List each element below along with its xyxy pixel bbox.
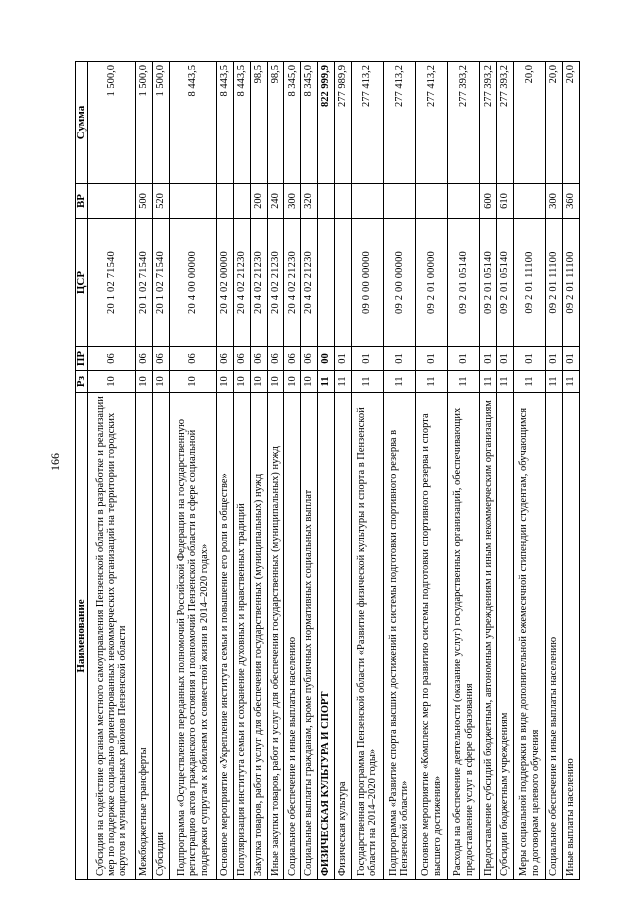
cell-rz: 10 bbox=[250, 371, 267, 393]
rotated-table-container bbox=[75, 62, 580, 880]
cell-name: Физическая культура bbox=[334, 393, 351, 880]
cell-rz: 11 bbox=[351, 371, 383, 393]
cell-csr: 20 4 02 21230 bbox=[284, 219, 301, 347]
cell-sum: 277 413,2 bbox=[351, 62, 383, 184]
cell-sum: 277 413,2 bbox=[415, 62, 447, 184]
cell-csr bbox=[317, 219, 334, 347]
cell-sum: 1 500,0 bbox=[88, 62, 136, 184]
cell-rz: 10 bbox=[136, 371, 153, 393]
cell-rz: 10 bbox=[301, 371, 318, 393]
cell-pr: 06 bbox=[234, 347, 251, 371]
cell-rz: 11 bbox=[480, 371, 497, 393]
cell-pr: 01 bbox=[351, 347, 383, 371]
table-row bbox=[267, 62, 284, 880]
cell-pr: 01 bbox=[497, 347, 514, 371]
header-pr: ПР bbox=[76, 347, 88, 371]
cell-name: Основное мероприятие «Комплекс мер по развитию системы подготовки спортивного резерва и спорта высшего достижения» bbox=[415, 393, 447, 880]
table-row bbox=[317, 62, 334, 880]
cell-rz: 11 bbox=[334, 371, 351, 393]
cell-csr: 09 2 01 00000 bbox=[415, 219, 447, 347]
cell-pr: 06 bbox=[88, 347, 136, 371]
cell-name: Иные закупки товаров, работ и услуг для обеспечения государственных (муниципальных) нужд bbox=[267, 393, 284, 880]
cell-sum: 8 345,0 bbox=[301, 62, 318, 184]
cell-rz: 11 bbox=[497, 371, 514, 393]
cell-csr: 09 2 01 05140 bbox=[480, 219, 497, 347]
cell-csr: 20 1 02 71540 bbox=[152, 219, 169, 347]
cell-csr: 20 4 02 21230 bbox=[267, 219, 284, 347]
table-row bbox=[383, 62, 415, 880]
table-row bbox=[301, 62, 318, 880]
cell-vr: 200 bbox=[250, 184, 267, 219]
cell-csr bbox=[334, 219, 351, 347]
cell-rz: 11 bbox=[546, 371, 563, 393]
cell-rz: 11 bbox=[317, 371, 334, 393]
table-row bbox=[497, 62, 514, 880]
cell-name: Основное мероприятие «Укрепление института семьи и повышение его роли в обществе» bbox=[217, 393, 234, 880]
cell-name: ФИЗИЧЕСКАЯ КУЛЬТУРА И СПОРТ bbox=[317, 393, 334, 880]
cell-name: Государственная программа Пензенской области «Развитие физической культуры и спорта в Пензенской области на 2014–2020 годы» bbox=[351, 393, 383, 880]
table-row bbox=[415, 62, 447, 880]
table-row bbox=[334, 62, 351, 880]
cell-vr bbox=[88, 184, 136, 219]
cell-name: Социальное обеспечение и иные выплаты населению bbox=[546, 393, 563, 880]
table-body bbox=[88, 62, 580, 880]
cell-vr bbox=[351, 184, 383, 219]
cell-csr: 20 4 02 21230 bbox=[250, 219, 267, 347]
cell-name: Предоставление субсидий бюджетным, автономным учреждениям и иным некоммерческим организациям bbox=[480, 393, 497, 880]
table-row bbox=[448, 62, 480, 880]
cell-name: Расходы на обеспечение деятельности (оказание услуг) государственных организаций, обеспечивающих предоставление услуг в сфере образования bbox=[448, 393, 480, 880]
table-row bbox=[250, 62, 267, 880]
table-row bbox=[546, 62, 563, 880]
cell-pr: 06 bbox=[301, 347, 318, 371]
cell-pr: 01 bbox=[562, 347, 579, 371]
cell-name: Субсидии бюджетным учреждениям bbox=[497, 393, 514, 880]
cell-sum: 8 345,0 bbox=[284, 62, 301, 184]
cell-sum: 98,5 bbox=[267, 62, 284, 184]
cell-sum: 277 989,9 bbox=[334, 62, 351, 184]
cell-name: Закупка товаров, работ и услуг для обеспечения государственных (муниципальных) нужд bbox=[250, 393, 267, 880]
table-row bbox=[513, 62, 545, 880]
cell-vr: 300 bbox=[546, 184, 563, 219]
header-rz: Рз bbox=[76, 371, 88, 393]
budget-table bbox=[75, 61, 580, 880]
cell-pr: 06 bbox=[250, 347, 267, 371]
cell-sum: 277 393,2 bbox=[497, 62, 514, 184]
table-row bbox=[169, 62, 217, 880]
cell-name: Субсидия на содействие органам местного самоуправления Пензенской области в разработке и реализации мер по поддержке социально ориентированных некоммерческих организаций на территории городских округов и муниципальных районов Пензенской области bbox=[88, 393, 136, 880]
cell-csr: 09 2 01 05140 bbox=[497, 219, 514, 347]
table-row bbox=[234, 62, 251, 880]
cell-csr: 09 2 01 05140 bbox=[448, 219, 480, 347]
cell-sum: 277 393,2 bbox=[448, 62, 480, 184]
table-row bbox=[152, 62, 169, 880]
cell-name: Иные выплаты населению bbox=[562, 393, 579, 880]
cell-pr: 01 bbox=[480, 347, 497, 371]
table-row bbox=[351, 62, 383, 880]
cell-csr: 20 4 02 21230 bbox=[234, 219, 251, 347]
cell-vr: 360 bbox=[562, 184, 579, 219]
header-name: Наименование bbox=[76, 393, 88, 880]
cell-vr: 520 bbox=[152, 184, 169, 219]
cell-name: Социальные выплаты гражданам, кроме публичных нормативных социальных выплат bbox=[301, 393, 318, 880]
cell-rz: 11 bbox=[562, 371, 579, 393]
cell-sum: 822 999,9 bbox=[317, 62, 334, 184]
table-header-row bbox=[76, 62, 88, 880]
cell-pr: 06 bbox=[284, 347, 301, 371]
header-vr: ВР bbox=[76, 184, 88, 219]
cell-name: Популяризация института семьи и сохранение духовных и нравственных традиций bbox=[234, 393, 251, 880]
cell-vr: 300 bbox=[284, 184, 301, 219]
cell-csr: 09 2 01 11100 bbox=[513, 219, 545, 347]
cell-pr: 06 bbox=[267, 347, 284, 371]
cell-vr bbox=[234, 184, 251, 219]
cell-sum: 1 500,0 bbox=[136, 62, 153, 184]
cell-vr bbox=[317, 184, 334, 219]
cell-name: Социальное обеспечение и иные выплаты населению bbox=[284, 393, 301, 880]
cell-pr: 01 bbox=[448, 347, 480, 371]
table-row bbox=[562, 62, 579, 880]
cell-vr bbox=[513, 184, 545, 219]
table-row bbox=[284, 62, 301, 880]
header-csr: ЦСР bbox=[76, 219, 88, 347]
table-row bbox=[217, 62, 234, 880]
cell-rz: 10 bbox=[234, 371, 251, 393]
cell-pr: 06 bbox=[136, 347, 153, 371]
cell-vr bbox=[383, 184, 415, 219]
table-row bbox=[88, 62, 136, 880]
cell-pr: 01 bbox=[415, 347, 447, 371]
cell-csr: 20 4 02 00000 bbox=[217, 219, 234, 347]
page-number: 166 bbox=[48, 453, 62, 471]
cell-rz: 10 bbox=[88, 371, 136, 393]
cell-name: Подпрограмма «Осуществление переданных полномочий Российской Федерации на государственную регистрацию актов гражданского состояния и полномочий Пензенской области в сфере социальной поддержки супругам к юбилеям их совместной жизни в 2014–2020 годах» bbox=[169, 393, 217, 880]
cell-csr: 20 4 02 21230 bbox=[301, 219, 318, 347]
table-row bbox=[136, 62, 153, 880]
cell-rz: 10 bbox=[152, 371, 169, 393]
cell-sum: 20,0 bbox=[513, 62, 545, 184]
cell-sum: 98,5 bbox=[250, 62, 267, 184]
cell-rz: 10 bbox=[284, 371, 301, 393]
cell-rz: 10 bbox=[169, 371, 217, 393]
cell-vr: 610 bbox=[497, 184, 514, 219]
cell-pr: 01 bbox=[334, 347, 351, 371]
cell-csr: 20 1 02 71540 bbox=[88, 219, 136, 347]
cell-rz: 11 bbox=[448, 371, 480, 393]
cell-sum: 20,0 bbox=[546, 62, 563, 184]
cell-rz: 10 bbox=[267, 371, 284, 393]
cell-sum: 8 443,5 bbox=[217, 62, 234, 184]
cell-name: Субсидии bbox=[152, 393, 169, 880]
cell-sum: 1 500,0 bbox=[152, 62, 169, 184]
cell-csr: 20 4 00 00000 bbox=[169, 219, 217, 347]
cell-pr: 01 bbox=[383, 347, 415, 371]
cell-vr: 320 bbox=[301, 184, 318, 219]
cell-vr bbox=[334, 184, 351, 219]
cell-name: Подпрограмма «Развитие спорта высших достижений и системы подготовки спортивного резерва в Пензенской области» bbox=[383, 393, 415, 880]
cell-csr: 09 2 01 11100 bbox=[562, 219, 579, 347]
cell-name: Межбюджетные трансферты bbox=[136, 393, 153, 880]
cell-csr: 09 2 00 00000 bbox=[383, 219, 415, 347]
cell-vr: 240 bbox=[267, 184, 284, 219]
cell-csr: 09 0 00 00000 bbox=[351, 219, 383, 347]
cell-rz: 10 bbox=[217, 371, 234, 393]
cell-name: Меры социальной поддержки в виде дополнительной ежемесячной стипендии студентам, обучающимся по договорам целевого обучения bbox=[513, 393, 545, 880]
cell-pr: 01 bbox=[513, 347, 545, 371]
cell-vr bbox=[448, 184, 480, 219]
cell-pr: 00 bbox=[317, 347, 334, 371]
cell-vr bbox=[415, 184, 447, 219]
cell-pr: 01 bbox=[546, 347, 563, 371]
cell-vr bbox=[169, 184, 217, 219]
cell-vr: 500 bbox=[136, 184, 153, 219]
cell-csr: 20 1 02 71540 bbox=[136, 219, 153, 347]
cell-rz: 11 bbox=[513, 371, 545, 393]
cell-sum: 277 393,2 bbox=[480, 62, 497, 184]
cell-sum: 20,0 bbox=[562, 62, 579, 184]
table-row bbox=[480, 62, 497, 880]
cell-rz: 11 bbox=[415, 371, 447, 393]
cell-rz: 11 bbox=[383, 371, 415, 393]
cell-pr: 06 bbox=[152, 347, 169, 371]
cell-pr: 06 bbox=[169, 347, 217, 371]
cell-pr: 06 bbox=[217, 347, 234, 371]
cell-sum: 8 443,5 bbox=[169, 62, 217, 184]
cell-sum: 277 413,2 bbox=[383, 62, 415, 184]
cell-sum: 8 443,5 bbox=[234, 62, 251, 184]
header-sum: Сумма bbox=[76, 62, 88, 184]
cell-csr: 09 2 01 11100 bbox=[546, 219, 563, 347]
cell-vr bbox=[217, 184, 234, 219]
cell-vr: 600 bbox=[480, 184, 497, 219]
